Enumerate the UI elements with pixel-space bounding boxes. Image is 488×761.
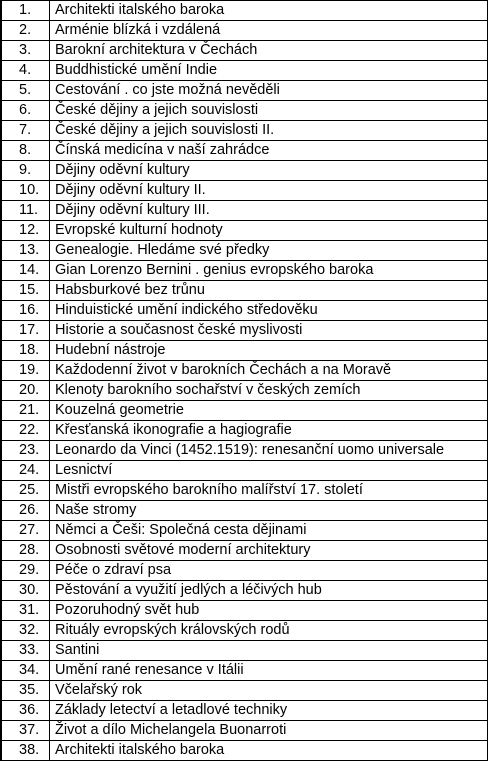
course-title-cell[interactable]: Lesnictví [50,461,488,481]
row-number-cell[interactable]: 37. [2,721,50,741]
table-row [2,361,488,381]
row-number-cell[interactable]: 33. [2,641,50,661]
table-row [2,41,488,61]
row-number-cell[interactable]: 38. [2,741,50,761]
table-row [2,341,488,361]
course-title-cell[interactable]: Mistři evropského barokního malířství 17. století [50,481,488,501]
course-table [1,0,488,761]
course-title-cell[interactable]: Historie a současnost české myslivosti [50,321,488,341]
course-title-cell[interactable]: Čínská medicína v naší zahrádce [50,141,488,161]
row-number-cell[interactable]: 5. [2,81,50,101]
row-number-cell[interactable]: 8. [2,141,50,161]
row-number-cell[interactable]: 12. [2,221,50,241]
course-title-cell[interactable]: Osobnosti světové moderní architektury [50,541,488,561]
row-number-cell[interactable]: 4. [2,61,50,81]
course-title-cell[interactable]: Evropské kulturní hodnoty [50,221,488,241]
table-row [2,301,488,321]
course-title-cell[interactable]: České dějiny a jejich souvislosti [50,101,488,121]
table-row [2,381,488,401]
table-row [2,481,488,501]
course-title-cell[interactable]: Naše stromy [50,501,488,521]
course-title-cell[interactable]: Hinduistické umění indického středověku [50,301,488,321]
course-title-cell[interactable]: Základy letectví a letadlové techniky [50,701,488,721]
row-number-cell[interactable]: 11. [2,201,50,221]
row-number-cell[interactable]: 1. [2,1,50,21]
row-number-cell[interactable]: 19. [2,361,50,381]
row-number-cell[interactable]: 13. [2,241,50,261]
row-number-cell[interactable]: 31. [2,601,50,621]
table-row [2,461,488,481]
table-row [2,261,488,281]
table-row [2,561,488,581]
row-number-cell[interactable]: 34. [2,661,50,681]
course-title-cell[interactable]: Dějiny oděvní kultury III. [50,201,488,221]
table-row [2,421,488,441]
course-title-cell[interactable]: Barokní architektura v Čechách [50,41,488,61]
table-row [2,721,488,741]
course-title-cell[interactable]: Santini [50,641,488,661]
row-number-cell[interactable]: 14. [2,261,50,281]
row-number-cell[interactable]: 6. [2,101,50,121]
table-row [2,741,488,761]
row-number-cell[interactable]: 3. [2,41,50,61]
course-title-cell[interactable]: Leonardo da Vinci (1452.1519): renesanční uomo universale [50,441,488,461]
course-title-cell[interactable]: Dějiny oděvní kultury [50,161,488,181]
table-row [2,181,488,201]
table-row [2,141,488,161]
table-row [2,601,488,621]
row-number-cell[interactable]: 16. [2,301,50,321]
table-row [2,101,488,121]
course-title-cell[interactable]: Dějiny oděvní kultury II. [50,181,488,201]
table-row [2,221,488,241]
table-row [2,121,488,141]
course-title-cell[interactable]: Život a dílo Michelangela Buonarroti [50,721,488,741]
row-number-cell[interactable]: 21. [2,401,50,421]
row-number-cell[interactable]: 20. [2,381,50,401]
row-number-cell[interactable]: 22. [2,421,50,441]
course-title-cell[interactable]: Architekti italského baroka [50,741,488,761]
table-row [2,1,488,21]
table-row [2,501,488,521]
row-number-cell[interactable]: 17. [2,321,50,341]
row-number-cell[interactable]: 9. [2,161,50,181]
row-number-cell[interactable]: 10. [2,181,50,201]
table-row [2,661,488,681]
table-row [2,521,488,541]
table-row [2,641,488,661]
course-title-cell[interactable]: Pěstování a využití jedlých a léčivých hub [50,581,488,601]
row-number-cell[interactable]: 28. [2,541,50,561]
table-row [2,321,488,341]
table-row [2,401,488,421]
table-row [2,281,488,301]
table-row [2,161,488,181]
table-row [2,81,488,101]
course-title-cell[interactable]: Umění rané renesance v Itálii [50,661,488,681]
course-title-cell[interactable]: Včelařský rok [50,681,488,701]
row-number-cell[interactable]: 23. [2,441,50,461]
course-title-cell[interactable]: Genealogie. Hledáme své předky [50,241,488,261]
row-number-cell[interactable]: 30. [2,581,50,601]
table-row [2,441,488,461]
row-number-cell[interactable]: 27. [2,521,50,541]
course-title-cell[interactable]: Kouzelná geometrie [50,401,488,421]
course-title-cell[interactable]: Arménie blízká i vzdálená [50,21,488,41]
row-number-cell[interactable]: 2. [2,21,50,41]
table-row [2,621,488,641]
table-row [2,241,488,261]
course-title-cell[interactable]: Péče o zdraví psa [50,561,488,581]
row-number-cell[interactable]: 15. [2,281,50,301]
course-title-cell[interactable]: Klenoty barokního sochařství v českých zemích [50,381,488,401]
course-title-cell[interactable]: České dějiny a jejich souvislosti II. [50,121,488,141]
row-number-cell[interactable]: 36. [2,701,50,721]
row-number-cell[interactable]: 29. [2,561,50,581]
course-title-cell[interactable]: Rituály evropských královských rodů [50,621,488,641]
course-title-cell[interactable]: Hudební nástroje [50,341,488,361]
course-table-body [2,1,488,761]
course-title-cell[interactable]: Gian Lorenzo Bernini . genius evropského baroka [50,261,488,281]
table-row [2,541,488,561]
course-title-cell[interactable]: Cestování . co jste možná nevěděli [50,81,488,101]
row-number-cell[interactable]: 35. [2,681,50,701]
course-title-cell[interactable]: Habsburkové bez trůnu [50,281,488,301]
table-row [2,681,488,701]
table-row [2,701,488,721]
row-number-cell[interactable]: 26. [2,501,50,521]
course-title-cell[interactable]: Němci a Češi: Společná cesta dějinami [50,521,488,541]
row-number-cell[interactable]: 25. [2,481,50,501]
table-row [2,21,488,41]
table-row [2,201,488,221]
course-title-cell[interactable]: Architekti italského baroka [50,1,488,21]
row-number-cell[interactable]: 7. [2,121,50,141]
course-title-cell[interactable]: Křesťanská ikonografie a hagiografie [50,421,488,441]
row-number-cell[interactable]: 24. [2,461,50,481]
course-title-cell[interactable]: Každodenní život v barokních Čechách a na Moravě [50,361,488,381]
course-title-cell[interactable]: Buddhistické umění Indie [50,61,488,81]
row-number-cell[interactable]: 32. [2,621,50,641]
table-row [2,61,488,81]
course-title-cell[interactable]: Pozoruhodný svět hub [50,601,488,621]
table-row [2,581,488,601]
row-number-cell[interactable]: 18. [2,341,50,361]
